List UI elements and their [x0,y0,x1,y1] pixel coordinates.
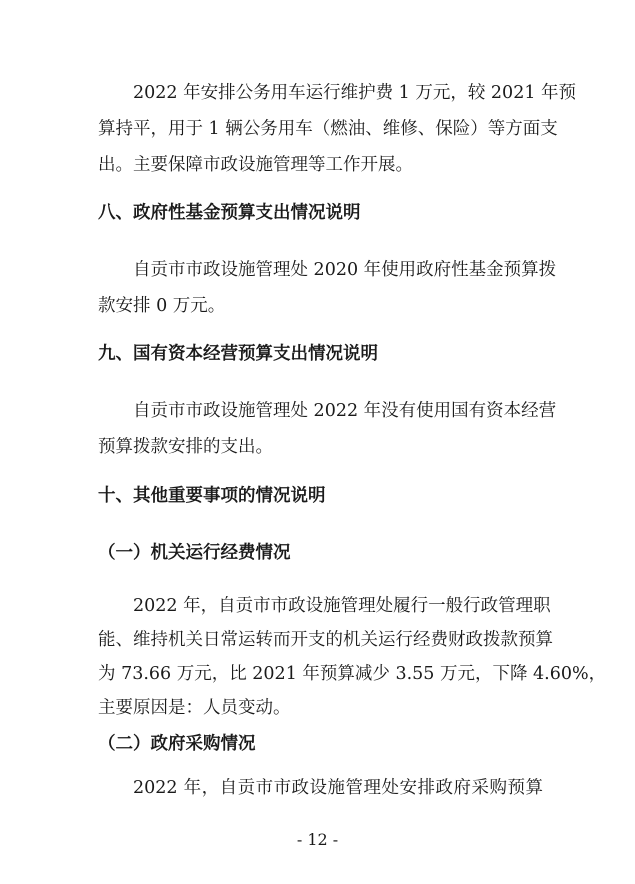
subsection-heading-1: （一）机关运行经费情况 [98,543,291,563]
text-line: 款安排 0 万元。 [98,296,226,316]
text-line: 算持平，用于 1 辆公务用车（燃油、维修、保险）等方面支 [98,119,558,139]
text-line: 主要原因是：人员变动。 [98,698,291,718]
page-number: - 12 - [296,830,339,849]
text-line: 自贡市市政设施管理处 2020 年使用政府性基金预算拨 [133,260,557,280]
text-line: 2022 年，自贡市市政设施管理处安排政府采购预算 [133,778,543,798]
section-heading-8: 八、政府性基金预算支出情况说明 [98,203,361,223]
text-line: 2022 年，自贡市市政设施管理处履行一般行政管理职 [133,596,551,616]
subsection-heading-2: （二）政府采购情况 [98,734,256,754]
text-line: 能、维持机关日常运转而开支的机关运行经费财政拨款预算 [98,630,553,650]
text-line: 预算拨款安排的支出。 [98,437,273,457]
text-line: 自贡市市政设施管理处 2022 年没有使用国有资本经营 [133,401,557,421]
text-line: 出。主要保障市政设施管理等工作开展。 [98,155,413,175]
text-line: 为 73.66 万元，比 2021 年预算减少 3.55 万元，下降 4.60%， [98,664,607,684]
text-line: 2022 年安排公务用车运行维护费 1 万元，较 2021 年预 [133,83,577,103]
section-heading-9: 九、国有资本经营预算支出情况说明 [98,344,378,364]
section-heading-10: 十、其他重要事项的情况说明 [98,486,326,506]
